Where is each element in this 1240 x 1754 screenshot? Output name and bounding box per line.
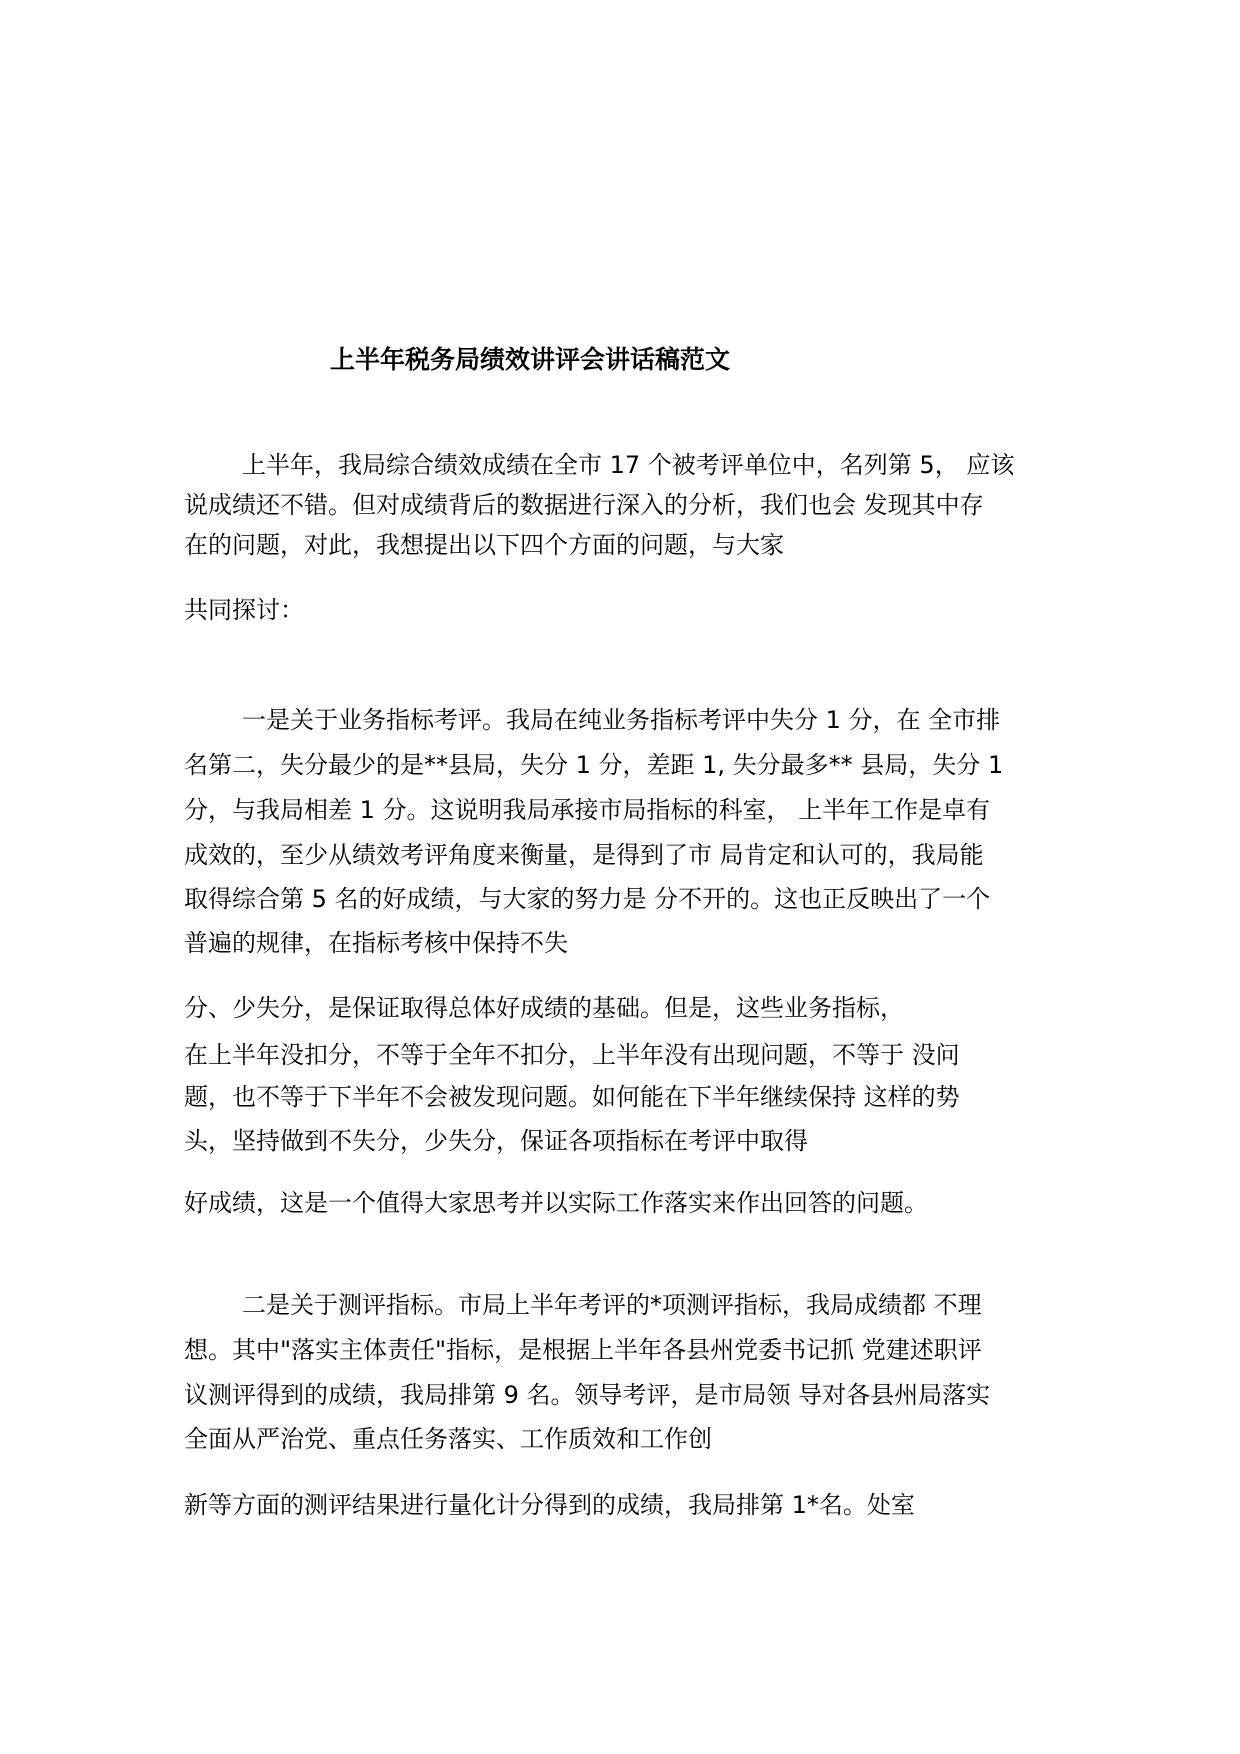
paragraph-7-line-2: 想。其中"落实主体责任"指标，是根据上半年各县州党委书记抓 党建述职评 — [184, 1336, 982, 1364]
paragraph-3-line-1: 一是关于业务指标考评。我局在纯业务指标考评中失分 1 分，在 全市排 — [242, 706, 1001, 734]
paragraph-3-line-2: 名第二，失分最少的是**县局，失分 1 分，差距 1, 失分最多** 县局，失分 1 — [184, 751, 1004, 779]
paragraph-7-line-3: 议测评得到的成绩，我局排第 9 名。领导考评，是市局领 导对各县州局落实 — [184, 1381, 991, 1409]
paragraph-3-line-4: 成效的，至少从绩效考评角度来衡量，是得到了市 局肯定和认可的，我局能 — [184, 841, 984, 869]
paragraph-7-line-4: 全面从严治党、重点任务落实、工作质效和工作创 — [184, 1425, 712, 1453]
paragraph-2-line-1: 共同探讨： — [184, 596, 304, 624]
paragraph-7-line-1: 二是关于测评指标。市局上半年考评的*项测评指标，我局成绩都 不理 — [242, 1291, 982, 1319]
paragraph-5-line-2: 题，也不等于下半年不会被发现问题。如何能在下半年继续保持 这样的势 — [184, 1083, 960, 1111]
paragraph-1-line-1: 上半年，我局综合绩效成绩在全市 17 个被考评单位中，名列第 5， 应该 — [242, 451, 1015, 479]
paragraph-4-line-1: 分、少失分，是保证取得总体好成绩的基础。但是，这些业务指标， — [184, 994, 904, 1022]
document-title: 上半年税务局绩效讲评会讲话稿范文 — [330, 345, 731, 374]
paragraph-3-line-5: 取得综合第 5 名的好成绩，与大家的努力是 分不开的。这也正反映出了一个 — [184, 885, 991, 913]
paragraph-3-line-6: 普遍的规律，在指标考核中保持不失 — [184, 929, 568, 957]
paragraph-1-line-3: 在的问题，对此，我想提出以下四个方面的问题，与大家 — [184, 531, 784, 559]
paragraph-1-line-2: 说成绩还不错。但对成绩背后的数据进行深入的分析，我们也会 发现其中存 — [184, 491, 984, 519]
paragraph-3-line-3: 分，与我局相差 1 分。这说明我局承接市局指标的科室， 上半年工作是卓有 — [184, 796, 991, 824]
paragraph-8-line-1: 新等方面的测评结果进行量化计分得到的成绩，我局排第 1*名。处室 — [184, 1491, 915, 1519]
paragraph-5-line-1: 在上半年没扣分，不等于全年不扣分，上半年没有出现问题，不等于 没问 — [184, 1041, 960, 1069]
paragraph-5-line-3: 头，坚持做到不失分，少失分，保证各项指标在考评中取得 — [184, 1127, 808, 1155]
paragraph-6-line-1: 好成绩，这是一个值得大家思考并以实际工作落实来作出回答的问题。 — [184, 1189, 928, 1217]
